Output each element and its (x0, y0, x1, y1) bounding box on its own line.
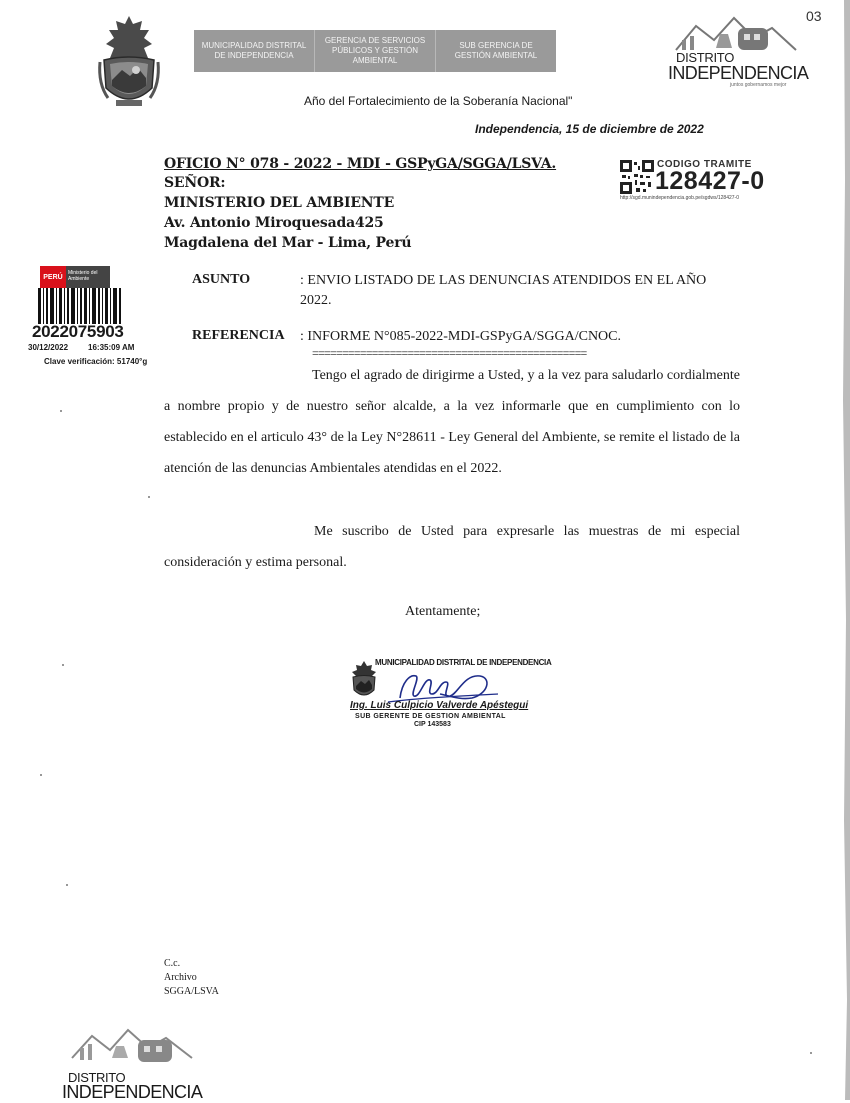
stamp-registration-number: 2022075903 (32, 322, 124, 341)
scan-edge-shadow (840, 0, 850, 1100)
signature-seal-icon (350, 660, 378, 700)
scan-speck (66, 884, 68, 886)
place-date: Independencia, 15 de diciembre de 2022 (475, 122, 704, 136)
stamp-verification-key: Clave verificación: 51740°g (44, 357, 148, 366)
tramite-label: CODIGO TRAMITE (657, 159, 752, 170)
municipal-crest-logo (96, 14, 162, 110)
logo-top-independencia: INDEPENDENCIA (668, 63, 809, 83)
peru-flag-label: PERÚ (40, 266, 66, 288)
header-unit-band (194, 30, 556, 72)
tramite-url: http://sgd.munindependencia.gob.pe/sgdws/128427-0 (620, 195, 739, 201)
header-band-subgerencia: SUB GERENCIA DE GESTIÓN AMBIENTAL (454, 41, 538, 60)
signatory-cip: CIP 143583 (414, 721, 451, 728)
closing-salutation: Atentamente; (405, 604, 481, 619)
logo-top-slogan: juntos gobernamos mejor (730, 82, 787, 88)
header-band-municipality: MUNICIPALIDAD DISTRITAL DE INDEPENDENCIA (194, 30, 315, 72)
signatory-role: SUB GERENTE DE GESTION AMBIENTAL (355, 713, 506, 720)
logo-bottom-distrito: DISTRITO (68, 1070, 126, 1085)
cc-item-unit: SGGA/LSVA (164, 986, 219, 997)
tramite-number: 128427-0 (655, 167, 765, 195)
body-paragraph-2: Me suscribo de Usted para expresarle las muestras de mi especial consideración y estima personal. (164, 524, 740, 570)
logo-top-distrito: DISTRITO (676, 50, 735, 65)
oficio-number: OFICIO N° 078 - 2022 - MDI - GSPyGA/SGGA/LSVA. (164, 156, 557, 172)
separator-line: ============================================== (312, 346, 587, 360)
logo-bottom-independencia: INDEPENDENCIA (62, 1082, 203, 1102)
year-motto: Año del Fortalecimiento de la Soberanía Nacional" (304, 94, 573, 108)
referencia-label: REFERENCIA (192, 328, 285, 343)
cc-item-archivo: Archivo (164, 972, 197, 983)
barcode-icon (38, 288, 122, 324)
signature-municipality: MUNICIPALIDAD DISTRITAL DE INDEPENDENCIA (375, 658, 552, 667)
scan-speck (810, 1052, 812, 1054)
ministry-name: Ministerio del Ambiente (66, 266, 110, 288)
recipient-organization: MINISTERIO DEL AMBIENTE (164, 195, 395, 211)
scan-speck (62, 664, 64, 666)
recipient-city: Magdalena del Mar - Lima, Perú (164, 235, 412, 251)
header-band-gerencia: GERENCIA DE SERVICIOS PÚBLICOS Y GESTIÓN AMBIENTAL (315, 30, 436, 72)
scan-speck (148, 496, 150, 498)
salutation: SEÑOR: (164, 175, 226, 191)
recipient-street: Av. Antonio Miroquesada425 (164, 215, 384, 231)
asunto-label: ASUNTO (192, 272, 251, 287)
qr-code-icon (620, 160, 654, 194)
scan-speck (40, 774, 42, 776)
stamp-time: 16:35:09 AM (88, 343, 135, 352)
asunto-value: : ENVIO LISTADO DE LAS DENUNCIAS ATENDIDOS EN EL AÑO 2022. (300, 273, 707, 308)
signatory-name: Ing. Luis Culpicio Valverde Apéstegui (350, 700, 529, 711)
ministry-stamp-header (40, 266, 110, 288)
referencia-value: : INFORME N°085-2022-MDI-GSPyGA/SGGA/CNOC. (300, 329, 622, 344)
page-number: 03 (806, 8, 822, 24)
scan-speck (60, 410, 62, 412)
body-paragraph-1: Tengo el agrado de dirigirme a Usted, y a la vez para saludarlo cordialmente a nombre propio y de nuestro señor alcalde, a la vez informarle que en cumplimiento con lo establecido en el articulo 43° de la Ley N°28611 - Ley General del Ambiente, se remite el listado de la atención de las denuncias Ambientales atendidas en el 2022. (164, 368, 740, 476)
cc-label: C.c. (164, 958, 181, 969)
stamp-date: 30/12/2022 (28, 343, 69, 352)
